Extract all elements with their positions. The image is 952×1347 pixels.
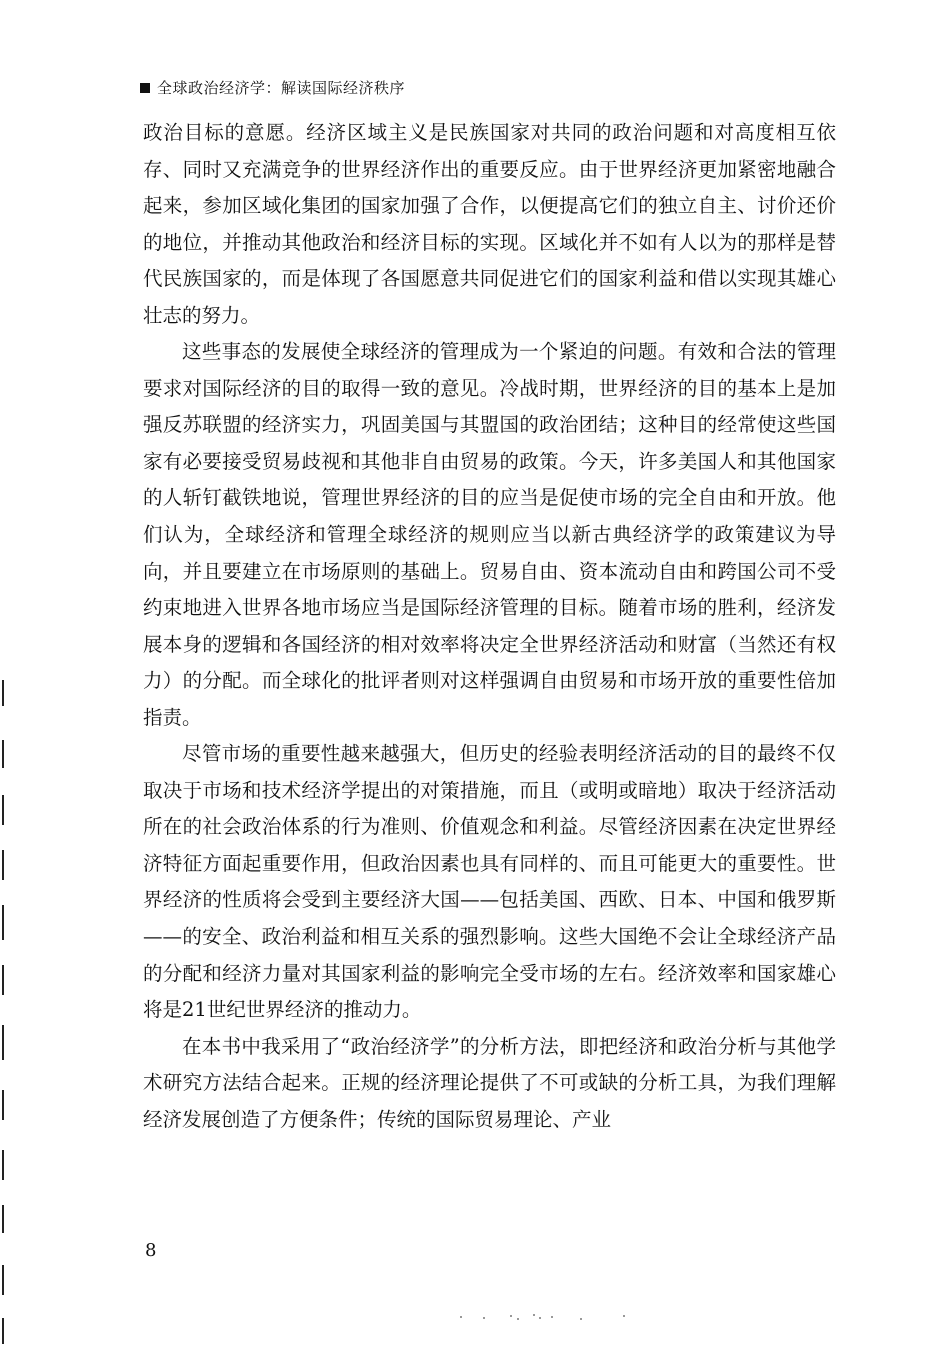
paragraph-3: 尽管市场的重要性越来越强大，但历史的经验表明经济活动的目的最终不仅取决于市场和技术经济学提出的对策措施，而且（或明或暗地）取决于经济活动所在的社会政治体系的行为准则、价值观念和利益。尽管经济因素在决定世界经济特征方面起重要作用，但政治因素也具有同样的、而且可能更大的重要性。世界经济的性质将会受到主要经济大国——包括美国、西欧、日本、中国和俄罗斯——的安全、政治利益和相互关系的强烈影响。这些大国绝不会让全球经济产品的分配和经济力量对其国家利益的影响完全受市场的左右。经济效率和国家雄心将是21世纪世界经济的推动力。: [143, 742, 836, 1022]
scan-margin-mark: [2, 1318, 4, 1344]
scan-noise: [455, 1312, 635, 1322]
scan-margin-mark: [2, 850, 4, 880]
scan-margin-mark: [2, 1265, 4, 1295]
paragraph-1: 政治目标的意愿。经济区域主义是民族国家对共同的政治问题和对高度相互依存、同时又充满竞争的世界经济作出的重要反应。由于世界经济更加紧密地融合起来，参加区域化集团的国家加强了合作，以便提高它们的独立自主、讨价还价的地位，并推动其他政治和经济目标的实现。区域化并不如有人以为的那样是替代民族国家的，而是体现了各国愿意共同促进它们的国家利益和借以实现其雄心壮志的努力。: [143, 121, 836, 327]
running-header: [140, 77, 405, 98]
header-square-icon: [140, 83, 150, 93]
scan-margin-mark: [2, 795, 4, 825]
scan-margin-mark: [2, 680, 4, 706]
body-text: [143, 115, 836, 1138]
header-title: 全球政治经济学：解读国际经济秩序: [157, 79, 406, 97]
scan-margin-mark: [2, 1205, 4, 1233]
scan-margin-mark: [2, 740, 4, 768]
paragraph-4: 在本书中我采用了“政治经济学”的分析方法，即把经济和政治分析与其他学术研究方法结合起来。正规的经济理论提供了不可或缺的分析工具，为我们理解经济发展创造了方便条件；传统的国际贸易理论、产业: [143, 1034, 836, 1131]
scan-margin-mark: [2, 1025, 4, 1060]
page-number: 8: [145, 1240, 157, 1261]
scan-margin-mark: [2, 1150, 4, 1180]
paragraph-2: 这些事态的发展使全球经济的管理成为一个紧迫的问题。有效和合法的管理要求对国际经济的目的取得一致的意见。冷战时期，世界经济的目的基本上是加强反苏联盟的经济实力，巩固美国与其盟国的政治团结；这种目的经常使这些国家有必要接受贸易歧视和其他非自由贸易的政策。今天，许多美国人和其他国家的人斩钉截铁地说，管理世界经济的目的应当是促使市场的完全自由和开放。他们认为，全球经济和管理全球经济的规则应当以新古典经济学的政策建议为导向，并且要建立在市场原则的基础上。贸易自由、资本流动自由和跨国公司不受约束地进入世界各地市场应当是国际经济管理的目标。随着市场的胜利，经济发展本身的逻辑和各国经济的相对效率将决定全世界经济活动和财富（当然还有权力）的分配。而全球化的批评者则对这样强调自由贸易和市场开放的重要性倍加指责。: [143, 340, 836, 729]
scan-margin-mark: [2, 1090, 4, 1120]
scan-margin-mark: [2, 905, 4, 940]
scan-margin-mark: [2, 965, 4, 995]
